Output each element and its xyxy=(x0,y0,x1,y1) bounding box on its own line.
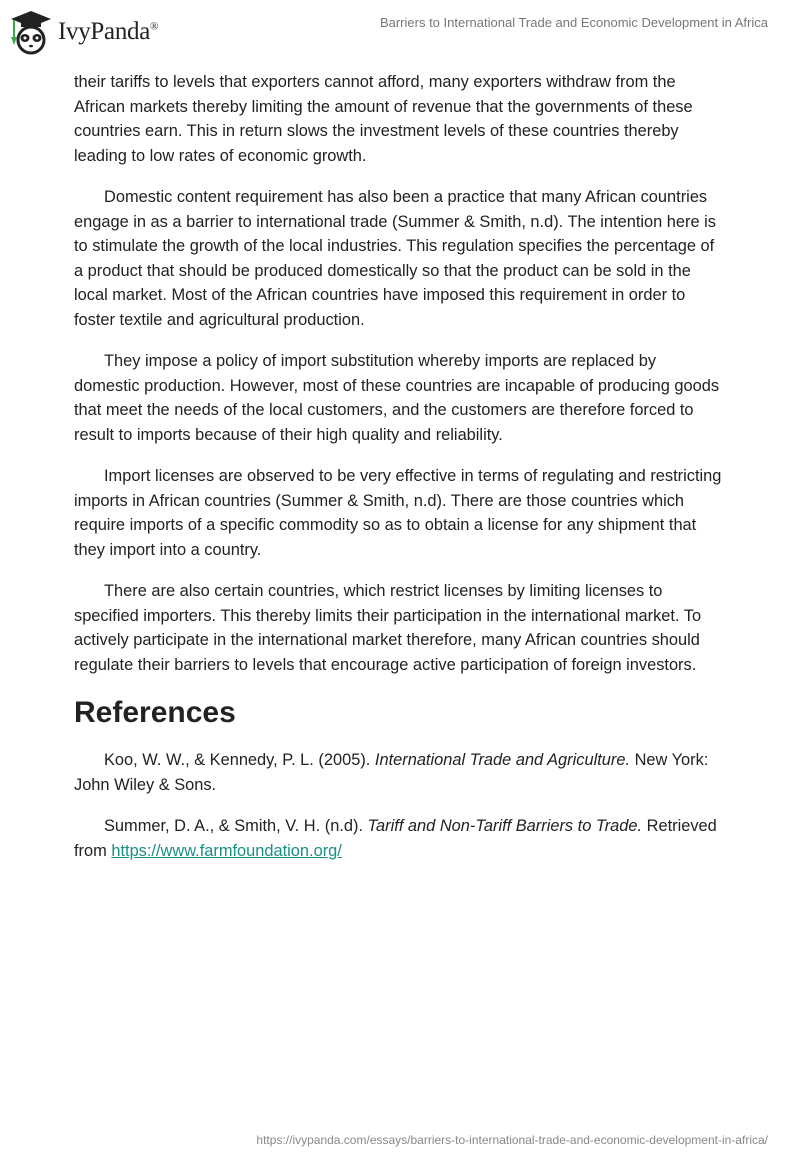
reference-link[interactable]: https://www.farmfoundation.org/ xyxy=(111,841,342,860)
reference-item: Koo, W. W., & Kennedy, P. L. (2005). International Trade and Agriculture. New York: John Wiley & Sons. xyxy=(74,751,709,794)
paragraph: their tariffs to levels that exporters cannot afford, many exporters withdraw from the African markets thereby limiting the amount of revenue that the governments of these countries earn. This in return slows the investment levels of these countries thereby leading to low rates of economic growth. xyxy=(74,73,693,165)
logo-text: IvyPanda® xyxy=(58,18,159,45)
document-title: Barriers to International Trade and Economic Development in Africa xyxy=(379,15,768,30)
ivypanda-logo[interactable] xyxy=(10,9,158,55)
references-heading: References xyxy=(74,696,236,729)
essay-content xyxy=(74,70,726,880)
paragraph: They impose a policy of import substitution whereby imports are replaced by domestic production. However, most of these countries are incapable of producing goods that meet the needs of the local customers, and the customers are therefore forced to result to imports because of their high quality and reliability. xyxy=(74,352,720,444)
footer-url[interactable]: https://ivypanda.com/essays/barriers-to-international-trade-and-economic-development-in-africa/ xyxy=(256,1133,768,1147)
paragraph: There are also certain countries, which restrict licenses by limiting licenses to specified importers. This thereby limits their participation in the international market. To actively participate in the international market therefore, many African countries should regulate their barriers to levels that encourage active participation of foreign investors. xyxy=(74,582,702,674)
paragraph: Domestic content requirement has also been a practice that many African countries engage in as a barrier to international trade (Summer & Smith, n.d). The intention here is to stimulate the growth of the local industries. This regulation specifies the percentage of a product that should be produced domestically so that the product can be sold in the local market. Most of the African countries have imposed this requirement in order to foster textile and agricultural production. xyxy=(74,188,717,329)
panda-graduate-icon xyxy=(10,9,52,55)
paragraph: Import licenses are observed to be very effective in terms of regulating and restricting imports in African countries (Summer & Smith, n.d). There are those countries which require imports of a specific commodity so as to obtain a license for any shipment that they import into a country. xyxy=(74,467,722,559)
reference-item: Summer, D. A., & Smith, V. H. (n.d). Tariff and Non-Tariff Barriers to Trade. Retrieved from https://www.farmfoundation.org/ xyxy=(74,817,717,860)
